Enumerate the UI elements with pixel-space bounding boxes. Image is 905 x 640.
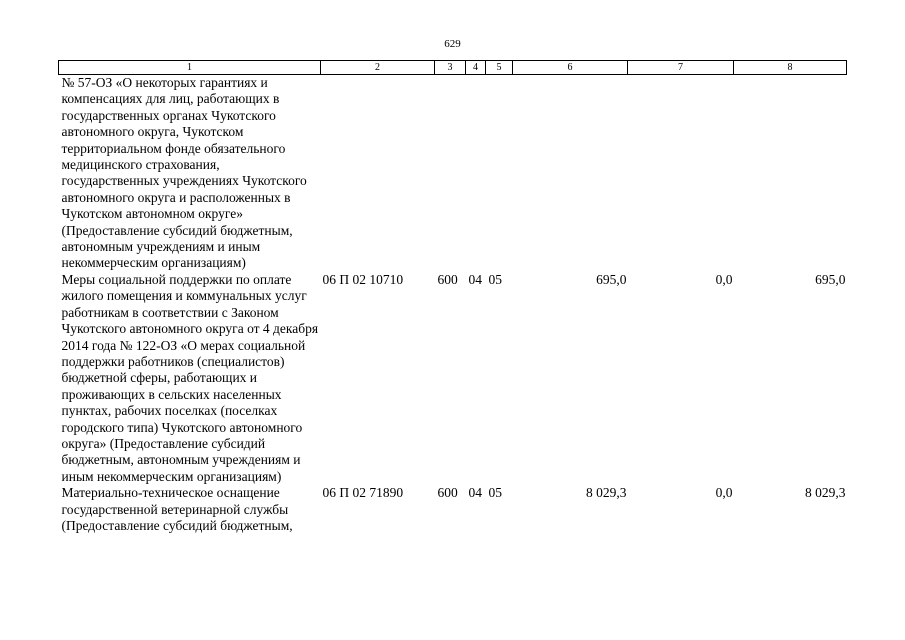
- row-col6: [513, 75, 628, 272]
- table-row: [59, 272, 847, 485]
- row-code: [321, 75, 435, 272]
- row-col4: [466, 75, 486, 272]
- row-name: № 57-ОЗ «О некоторых гарантиях и компенсациях для лиц, работающих в государственных органах Чукотского автономного округа, Чукотском территориальном фонде обязательного медицинского страхования, государственных учреждениях Чукотского автономного округа и расположенных в Чукотском автономном округе» (Предоставление субсидий бюджетным, автономным учреждениям и иным некоммерческим организациям): [61, 75, 307, 271]
- row-code: 06 П 02 71890: [322, 485, 404, 501]
- column-header-3: 3: [435, 61, 466, 75]
- row-col5: 05: [488, 485, 502, 501]
- row-col4: 04: [468, 271, 482, 287]
- page-number: 629: [444, 38, 461, 50]
- row-col3: [435, 75, 466, 272]
- row-col7: 0,0: [715, 485, 733, 501]
- row-col7: 0,0: [715, 271, 733, 287]
- column-header-6: 6: [513, 61, 628, 75]
- column-header-1: 1: [59, 61, 321, 75]
- row-col7: [628, 75, 734, 272]
- column-header-5: 5: [486, 61, 513, 75]
- row-col6: 695,0: [596, 271, 627, 287]
- column-number-row: [59, 61, 847, 75]
- row-col4: 04: [468, 485, 482, 501]
- row-name: Меры социальной поддержки по оплате жилого помещения и коммунальных услуг работникам в соответствии с Законом Чукотского автономного округа от 4 декабря 2014 года № 122-ОЗ «О мерах социальной поддержки работников (специалистов) бюджетной сферы, работающих и проживающих в сельских населенных пунктах, рабочих поселках (поселках городского типа) Чукотского автономного округа» (Предоставление субсидий бюджетным, автономным учреждениям и иным некоммерческим организациям): [61, 271, 319, 484]
- column-header-2: 2: [321, 61, 435, 75]
- row-col3: 600: [437, 271, 458, 287]
- row-col8: 695,0: [815, 271, 846, 287]
- row-name: Материально-техническое оснащение государственной ветеринарной службы (Предоставление субсидий бюджетным,: [61, 485, 293, 533]
- row-code: 06 П 02 10710: [322, 271, 404, 287]
- table-row: [59, 485, 847, 534]
- column-header-8: 8: [734, 61, 847, 75]
- row-col3: 600: [437, 485, 458, 501]
- row-col5: 05: [488, 271, 502, 287]
- column-header-7: 7: [628, 61, 734, 75]
- budget-table: [58, 60, 847, 534]
- row-col5: [486, 75, 513, 272]
- row-col8: [734, 75, 847, 272]
- column-header-4: 4: [466, 61, 486, 75]
- table-row: [59, 75, 847, 272]
- row-col8: 8 029,3: [805, 485, 846, 501]
- row-col6: 8 029,3: [586, 485, 627, 501]
